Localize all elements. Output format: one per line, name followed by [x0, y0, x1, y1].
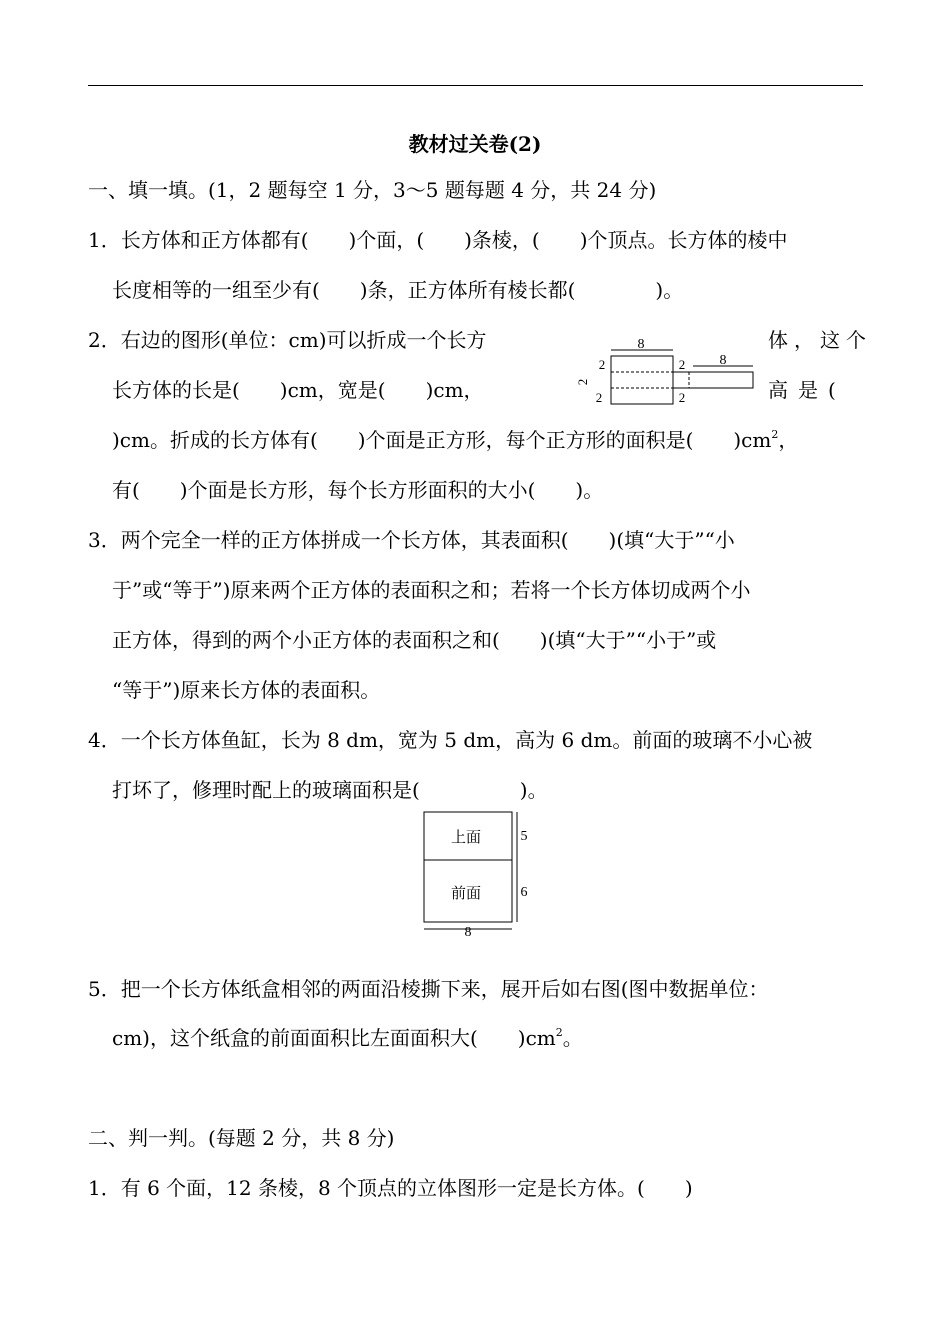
q5-line2b: 。	[562, 1026, 583, 1050]
q2-line1a: 2．右边的图形(单位：cm)可以折成一个长方	[88, 328, 487, 352]
net-label-top: 8	[637, 337, 645, 352]
front-face-label: 前面	[450, 886, 482, 902]
net-label-right: 8	[719, 353, 727, 368]
q3-line4: “等于”)原来长方体的表面积。	[112, 678, 381, 702]
q2-line3-sup: 2	[771, 428, 779, 441]
dim-front-label: 6	[520, 885, 528, 900]
top-rule	[88, 85, 863, 86]
q5-line2-sup: 2	[555, 1026, 563, 1039]
net-label-2e: 2	[678, 390, 686, 405]
q2-line4: 有( )个面是长方形，每个长方形面积的大小( )。	[112, 478, 604, 502]
q4-faces-figure	[418, 808, 533, 940]
q3-line3: 正方体，得到的两个小正方体的表面积之和( )(填“大于”“小于”或	[112, 628, 717, 652]
section2-heading: 二、判一判。(每题 2 分，共 8 分)	[88, 1126, 395, 1150]
q2-line2a: 长方体的长是( )cm，宽是( )cm，	[112, 378, 484, 402]
q2-line3a: )cm。折成的长方体有( )个面是正方形，每个正方形的面积是( )cm	[112, 428, 772, 452]
q2-line2b: 高是(	[768, 378, 846, 402]
q1-line1: 1．长方体和正方体都有( )个面，( )条棱，( )个顶点。长方体的棱中	[88, 228, 788, 252]
q2-line1b: 体，这个	[768, 328, 872, 352]
q5-line2	[112, 1024, 583, 1052]
q5-line2a: cm)，这个纸盒的前面面积比左面面积大( )cm	[112, 1026, 556, 1050]
net-label-2d: 2	[595, 390, 603, 405]
s2-q1: 1．有 6 个面，12 条棱，8 个顶点的立体图形一定是长方体。( )	[88, 1176, 693, 1200]
q2-line3b: ，	[778, 428, 799, 452]
top-face-label: 上面	[450, 830, 482, 846]
q1-line2: 长度相等的一组至少有( )条，正方体所有棱长都( )。	[112, 278, 684, 302]
net-label-2b: 2	[678, 357, 686, 372]
net-outline-main	[611, 356, 673, 404]
section1-heading: 一、填一填。(1，2 题每空 1 分，3～5 题每题 4 分，共 24 分)	[88, 178, 657, 202]
q4-line1: 4．一个长方体鱼缸，长为 8 dm，宽为 5 dm，高为 6 dm。前面的玻璃不小心被	[88, 728, 813, 752]
net-label-2c: 2	[575, 378, 590, 386]
q4-line2: 打坏了，修理时配上的玻璃面积是( )。	[112, 778, 548, 802]
q2-net-figure	[575, 336, 760, 412]
dim-width-label: 8	[464, 925, 472, 940]
net-label-2a: 2	[598, 357, 606, 372]
q3-line1: 3．两个完全一样的正方体拼成一个长方体，其表面积( )(填“大于”“小	[88, 528, 735, 552]
q2-line3	[112, 426, 798, 454]
dim-top-label: 5	[520, 829, 528, 844]
page-title: 教材过关卷(2)	[408, 132, 542, 156]
q3-line2: 于”或“等于”)原来两个正方体的表面积之和；若将一个长方体切成两个小	[112, 578, 751, 602]
q5-line1: 5．把一个长方体纸盒相邻的两面沿棱撕下来，展开后如右图(图中数据单位：	[88, 977, 769, 1001]
net-outline-strip	[673, 372, 753, 388]
